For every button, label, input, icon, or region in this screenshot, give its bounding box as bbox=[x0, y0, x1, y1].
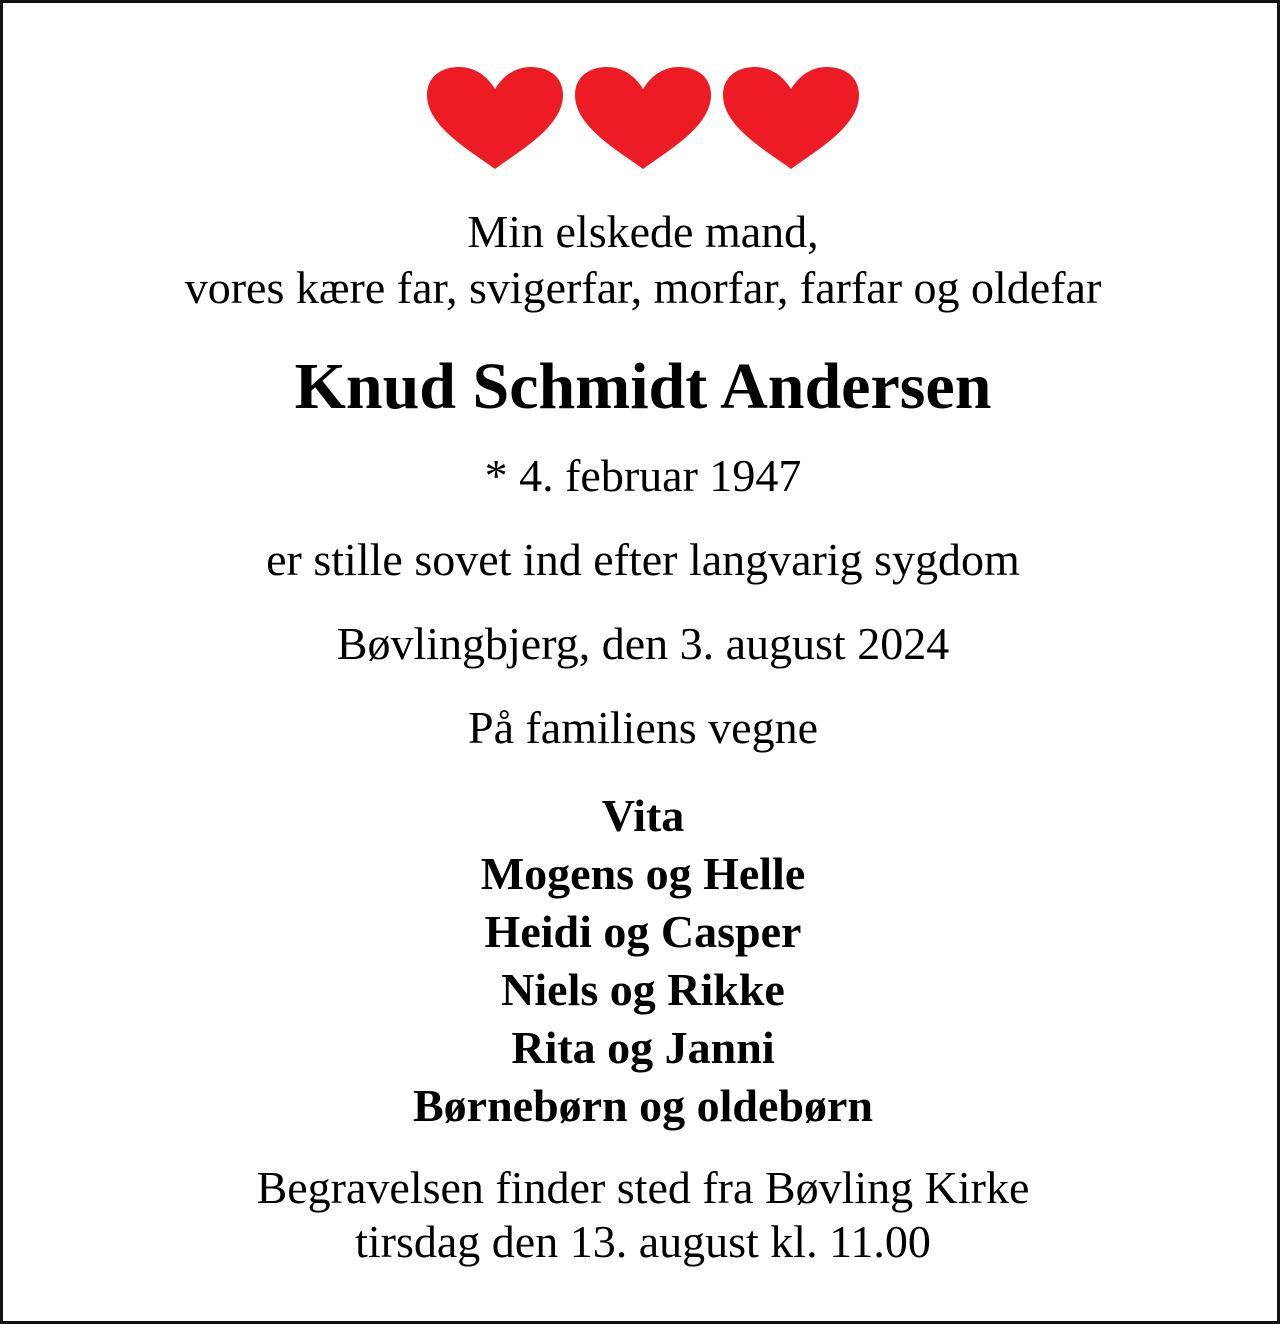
heart-icon bbox=[717, 65, 865, 173]
on-behalf-text: På familiens vegne bbox=[467, 702, 818, 753]
heart-icon bbox=[569, 65, 717, 173]
place-and-date: Bøvlingbjerg, den 3. august 2024 bbox=[336, 618, 950, 669]
family-member: Rita og Janni bbox=[511, 1022, 775, 1073]
funeral-location: Begravelsen finder sted fra Bøvling Kirke bbox=[256, 1162, 1030, 1213]
heart-icon bbox=[421, 65, 569, 173]
funeral-time: tirsdag den 13. august kl. 11.00 bbox=[355, 1216, 931, 1267]
family-member: Mogens og Helle bbox=[480, 848, 806, 899]
family-member: Heidi og Casper bbox=[484, 906, 802, 957]
intro-line-1: Min elskede mand, bbox=[467, 206, 819, 257]
hearts-decoration bbox=[3, 65, 1280, 173]
family-list bbox=[3, 787, 1280, 1135]
intro-line-2: vores kære far, svigerfar, morfar, farfar og oldefar bbox=[184, 262, 1102, 313]
family-member: Vita bbox=[601, 790, 685, 841]
deceased-name: Knud Schmidt Andersen bbox=[294, 350, 992, 423]
family-member: Niels og Rikke bbox=[501, 964, 785, 1015]
family-member: Børnebørn og oldebørn bbox=[412, 1080, 874, 1131]
announcement-text: er stille sovet ind efter langvarig sygdom bbox=[266, 534, 1020, 585]
birth-date: * 4. februar 1947 bbox=[484, 450, 802, 501]
